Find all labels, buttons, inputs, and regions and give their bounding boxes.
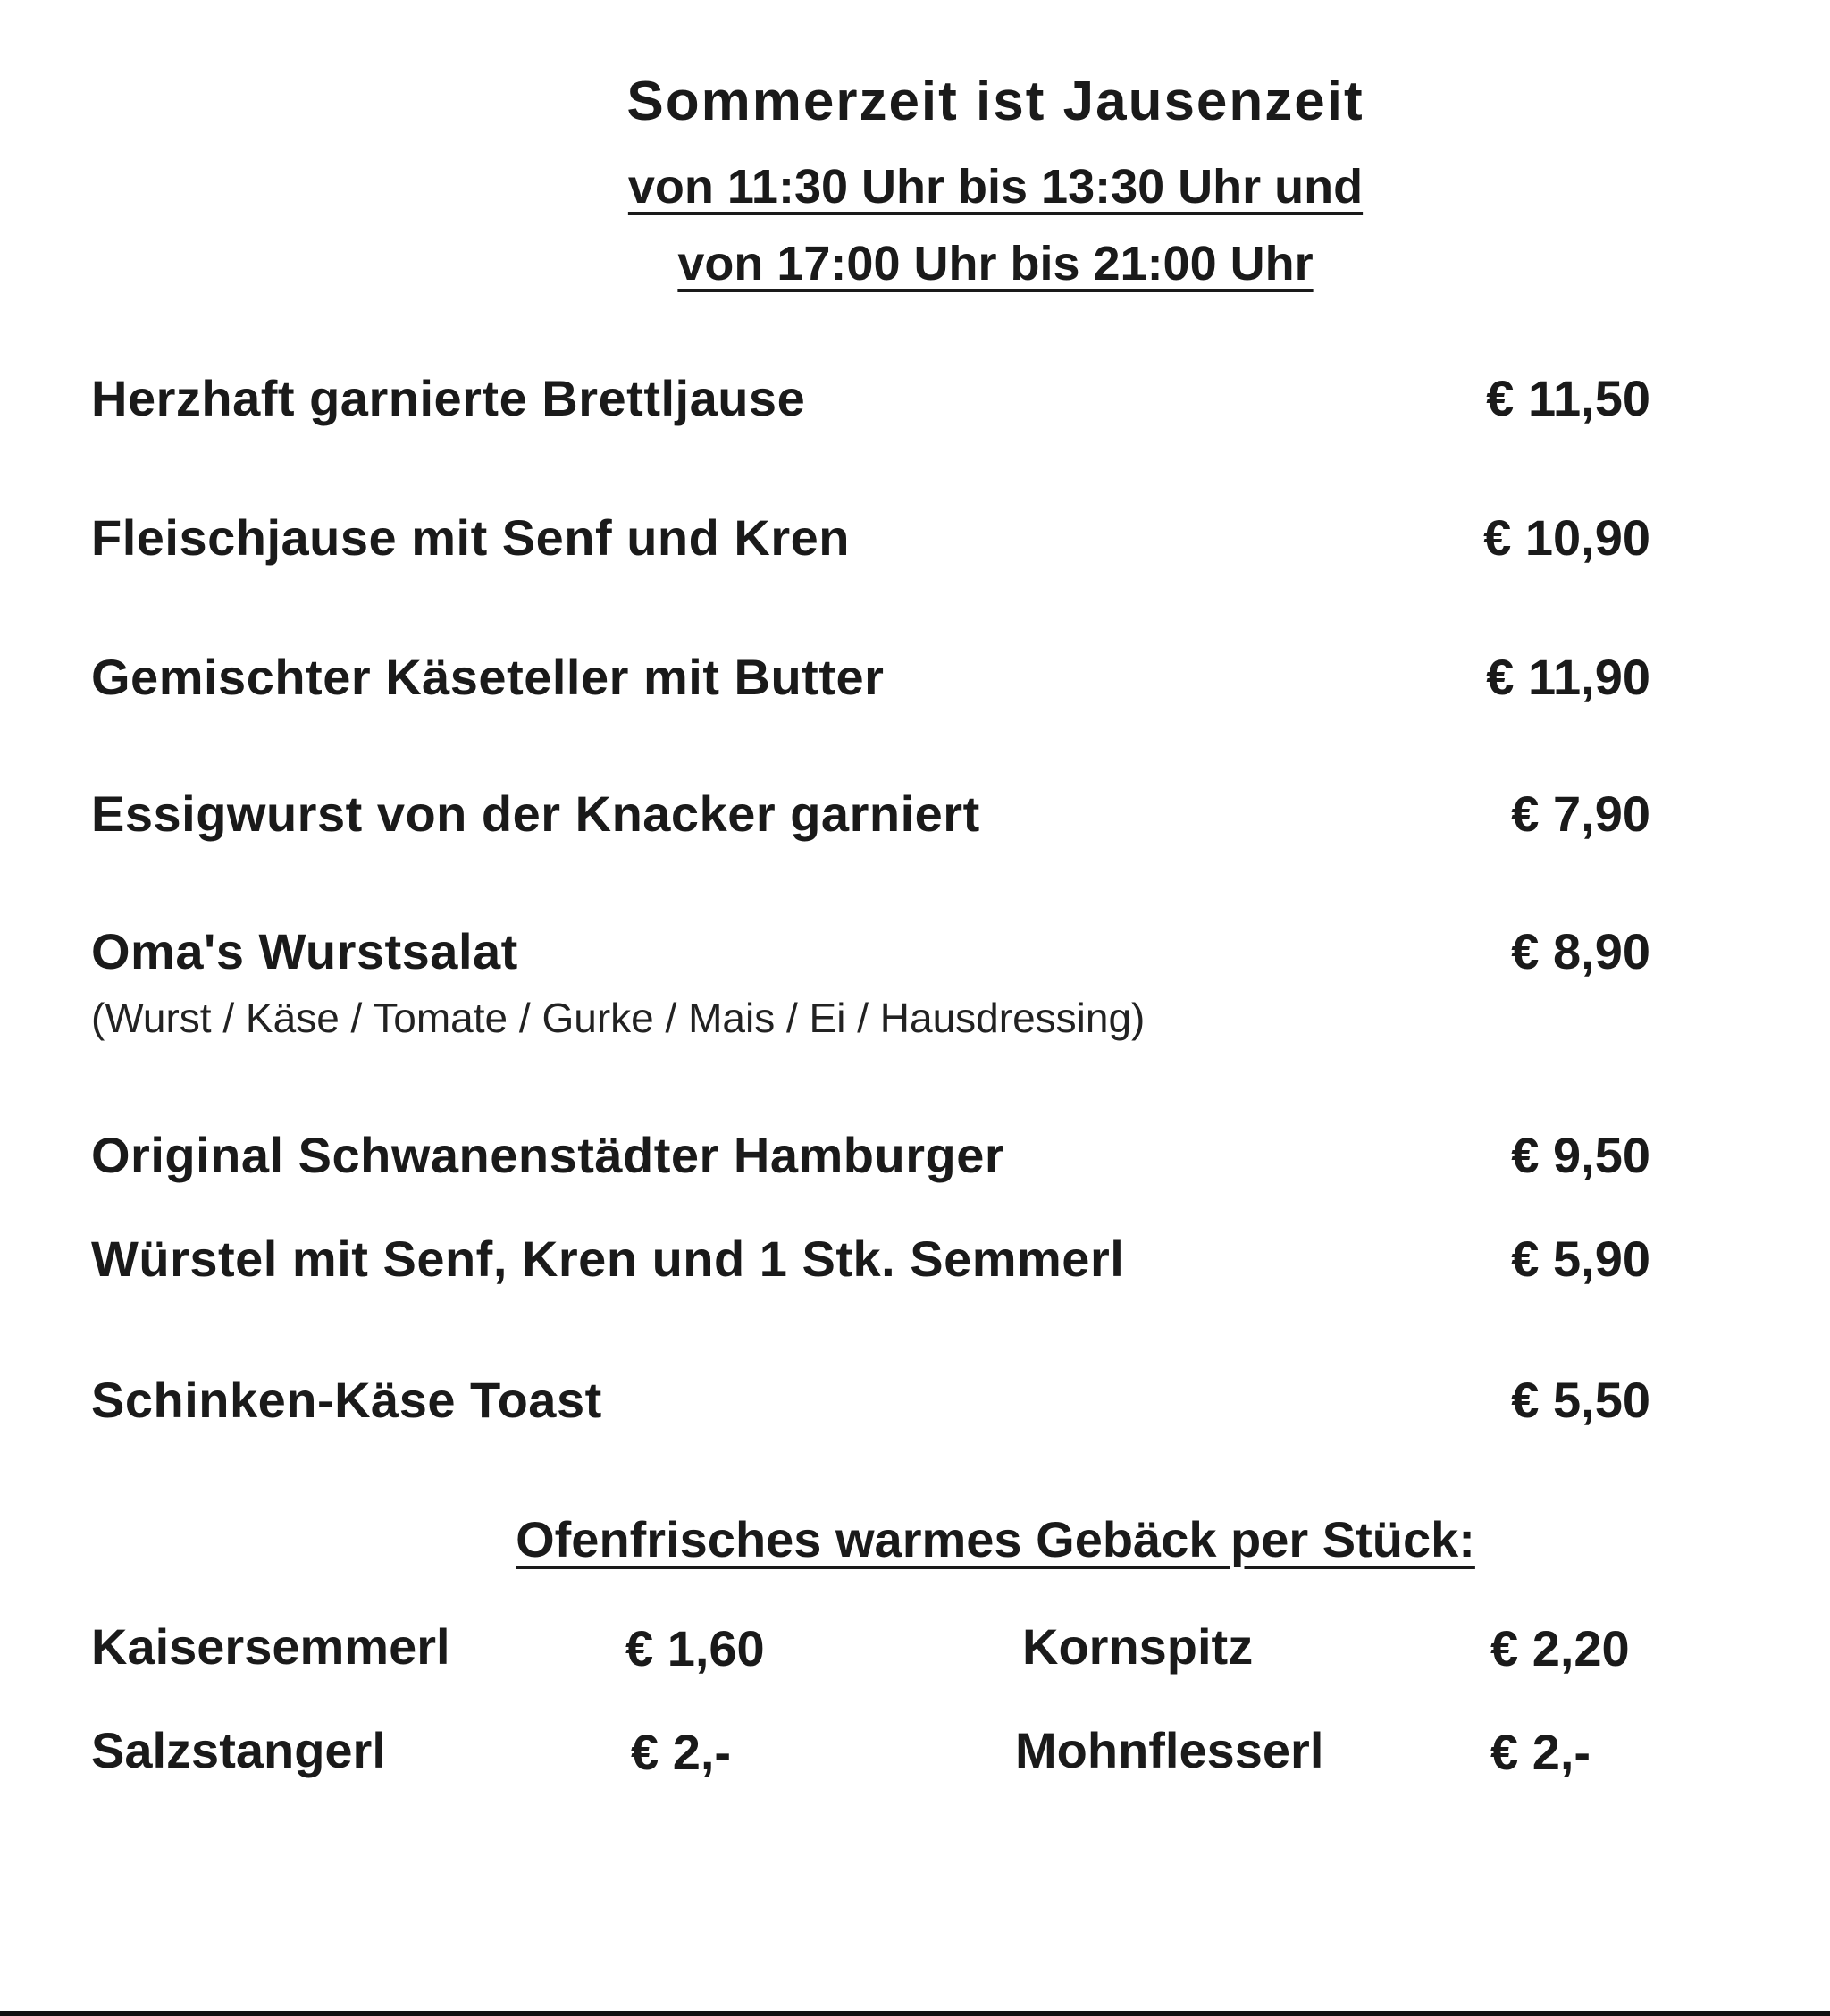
menu-item-price: € 8,90 <box>1511 923 1650 979</box>
menu-item-name: Schinken-Käse Toast <box>91 1372 602 1428</box>
menu-item-name: Essigwurst von der Knacker garniert <box>91 785 980 842</box>
menu-title <box>0 70 1830 133</box>
menu-item-price: € 7,90 <box>1511 785 1650 842</box>
menu-item <box>91 1230 1650 1301</box>
menu-item-price: € 11,50 <box>1486 370 1650 426</box>
menu-item-name: Original Schwanenstädter Hamburger <box>91 1127 1005 1183</box>
menu-item <box>91 369 1650 441</box>
pastry-section-title-text: Ofenfrisches warmes Gebäck per Stück: <box>516 1511 1475 1567</box>
menu-item <box>91 648 1650 719</box>
bottom-divider <box>0 2011 1830 2016</box>
menu-item-name: Würstel mit Senf, Kren und 1 Stk. Semmerl <box>91 1231 1125 1287</box>
opening-hours-text-2: von 17:00 Uhr bis 21:00 Uhr <box>677 237 1314 290</box>
pastry-price: € 1,60 <box>625 1620 765 1676</box>
menu-item-price: € 11,90 <box>1486 649 1650 705</box>
pastry-name: Kornspitz <box>1022 1618 1254 1675</box>
menu-item-description: (Wurst / Käse / Tomate / Gurke / Mais / Ei / Hausdressing) <box>91 995 1146 1041</box>
menu-item <box>91 1371 1650 1442</box>
pastry-price: € 2,20 <box>1490 1620 1630 1676</box>
opening-hours-line-2 <box>0 236 1830 291</box>
menu-item-name: Oma's Wurstsalat <box>91 923 518 979</box>
opening-hours-text-1: von 11:30 Uhr bis 13:30 Uhr und <box>627 160 1364 214</box>
menu-item <box>91 508 1650 580</box>
menu-item-name: Fleischjause mit Senf und Kren <box>91 509 850 566</box>
menu-item <box>91 1126 1650 1197</box>
pastry-name: Mohnflesserl <box>1015 1722 1324 1778</box>
menu-item-price: € 5,50 <box>1511 1372 1650 1428</box>
pastry-price: € 2,- <box>631 1724 732 1780</box>
menu-item <box>91 922 1650 1056</box>
opening-hours-line-1 <box>0 159 1830 214</box>
pastry-name: Kaisersemmerl <box>91 1618 450 1675</box>
pastry-price: € 2,- <box>1490 1724 1591 1780</box>
menu-title-text: Sommerzeit ist Jausenzeit <box>626 71 1364 132</box>
menu-item-price: € 10,90 <box>1483 509 1650 566</box>
pastry-section-title <box>0 1510 1830 1568</box>
menu-item-price: € 5,90 <box>1511 1231 1650 1287</box>
pastry-name: Salzstangerl <box>91 1722 386 1778</box>
menu-item-price: € 9,50 <box>1511 1127 1650 1183</box>
menu-item-name: Herzhaft garnierte Brettljause <box>91 370 806 426</box>
menu-item <box>91 785 1650 856</box>
menu-item-name: Gemischter Käseteller mit Butter <box>91 649 885 705</box>
